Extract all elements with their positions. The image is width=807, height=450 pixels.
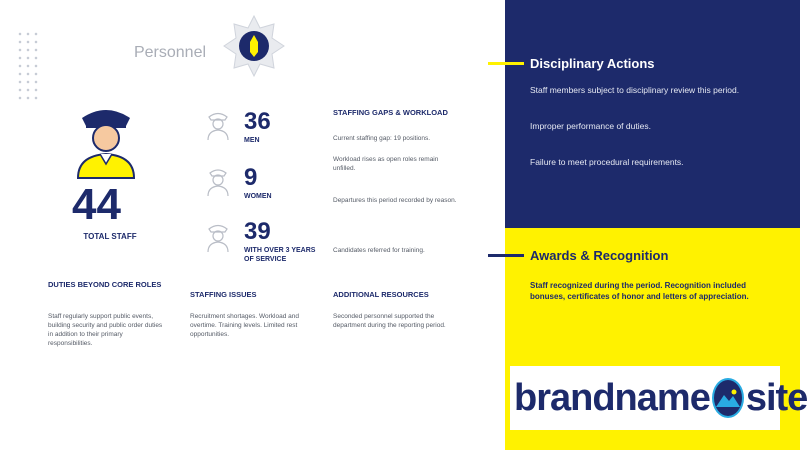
- stat-label-men: MEN: [244, 137, 260, 144]
- male-officer-icon: [205, 110, 231, 140]
- punishment-accent-line: [488, 62, 524, 65]
- staffing-paragraph-3: Departures this period recorded by reason.: [333, 197, 457, 204]
- added-heading: ADDITIONAL RESOURCES: [333, 290, 429, 299]
- page-title: Personnel: [133, 44, 207, 61]
- stat-number-experience: 39: [244, 218, 271, 245]
- total-staff-label: TOTAL STAFF: [83, 232, 137, 241]
- female-officer-icon: [205, 166, 231, 196]
- punishment-paragraph-3: Failure to meet procedural requirements.: [530, 157, 684, 167]
- awards-accent-line: [488, 254, 524, 257]
- punishment-title: Disciplinary Actions: [530, 56, 655, 71]
- mountain-logo-icon: [712, 378, 744, 418]
- awards-title: Awards & Recognition: [530, 248, 669, 263]
- problems-text: Recruitment shortages. Workload and overtime. Training levels. Limited rest opportunities.: [190, 313, 299, 338]
- logo-text-right: site: [745, 376, 807, 419]
- awards-text: Staff recognized during the period. Recognition included bonuses, certificates of honor and letters of appreciation.: [530, 281, 749, 301]
- police-officer-icon: [72, 102, 140, 178]
- staffing-paragraph-4: Candidates referred for training.: [333, 247, 425, 254]
- dot-pattern: [16, 30, 42, 100]
- staffing-heading: STAFFING GAPS & WORKLOAD: [333, 108, 448, 117]
- police-badge-icon: [222, 14, 286, 78]
- added-text: Seconded personnel supported the department during the reporting period.: [333, 313, 446, 329]
- stat-label-women: WOMEN: [244, 193, 272, 200]
- stat-number-men: 36: [244, 108, 271, 135]
- punishment-paragraph-1: Staff members subject to disciplinary review this period.: [530, 85, 740, 95]
- staffing-paragraph-1: Current staffing gap: 19 positions.: [333, 135, 431, 142]
- punishment-paragraph-2: Improper performance of duties.: [530, 121, 651, 131]
- staffing-paragraph-2: Workload rises as open roles remain unfilled.: [333, 156, 439, 172]
- duties-heading: DUTIES BEYOND CORE ROLES: [48, 280, 162, 289]
- punishment-panel: [505, 0, 800, 228]
- duties-text: Staff regularly support public events, building security and public order duties in addition to their primary responsibilities.: [48, 313, 163, 347]
- total-staff-number: 44: [72, 180, 121, 229]
- stat-number-women: 9: [244, 164, 258, 191]
- brand-logo: [510, 366, 807, 430]
- logo-text-left: brandname: [514, 376, 710, 419]
- stat-label-experience: WITH OVER 3 YEARS OF SERVICE: [244, 247, 316, 263]
- veteran-officer-icon: [205, 222, 231, 252]
- problems-heading: STAFFING ISSUES: [190, 290, 257, 299]
